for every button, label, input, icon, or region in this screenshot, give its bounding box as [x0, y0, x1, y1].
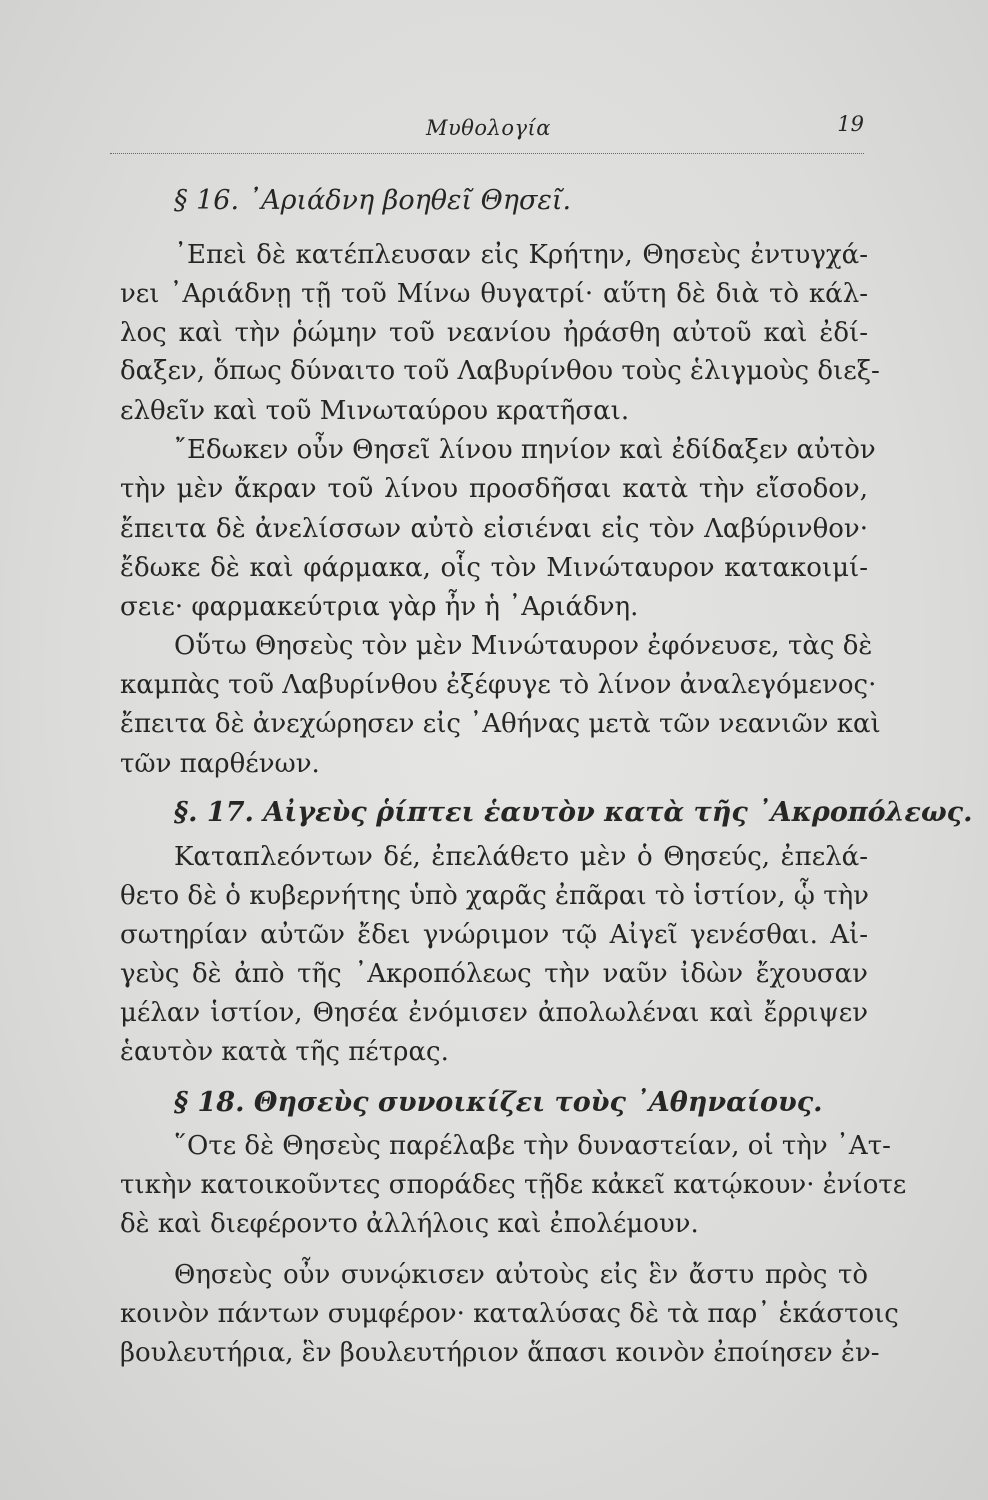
text-line: μέλαν ἱστίον, Θησέα ἐνόμισεν ἀπολωλέναι καὶ ἔρριψεν [120, 998, 868, 1028]
text-line: νει ᾿Αριάδνῃ τῇ τοῦ Μίνω θυγατρί· αὕτη δὲ διὰ τὸ κάλ- [120, 279, 868, 309]
text-line: γεὺς δὲ ἀπὸ τῆς ᾿Ακροπόλεως τὴν ναῦν ἰδὼν ἔχουσαν [120, 959, 868, 989]
text-line: τῶν παρθένων. [120, 749, 320, 779]
text-line: σειε· φαρμακεύτρια γὰρ ἦν ἡ ᾿Αριάδνη. [120, 592, 639, 622]
text-line: καμπὰς τοῦ Λαβυρίνθου ἐξέφυγε τὸ λίνον ἀναλεγόμενος· [120, 670, 877, 700]
text-line: κοινὸν πάντων συμφέρον· καταλύσας δὲ τὰ παρ᾿ ἑκάστοις [120, 1299, 899, 1329]
text-line: ἔπειτα δὲ ἀνεχώρησεν εἰς ᾿Αθήνας μετὰ τῶν νεανιῶν καὶ [120, 709, 881, 739]
text-line: τὴν μὲν ἄκραν τοῦ λίνου προσδῆσαι κατὰ τὴν εἴσοδον, [120, 474, 868, 504]
running-title: Μυθολογία [426, 116, 551, 140]
page-header [110, 112, 864, 150]
text-line: δαξεν, ὅπως δύναιτο τοῦ Λαβυρίνθου τοὺς ἑλιγμοὺς διεξ- [120, 356, 880, 386]
section-heading-18: § 18. Θησεὺς συνοικίζει τοὺς ᾿Αθηναίους. [174, 1087, 823, 1118]
text-line: Θησεὺς οὖν συνῴκισεν αὐτοὺς εἰς ἓν ἄστυ πρὸς τὸ [174, 1260, 868, 1290]
text-line: ἔπειτα δὲ ἀνελίσσων αὐτὸ εἰσιέναι εἰς τὸν Λαβύρινθον· [120, 514, 868, 544]
text-line: τικὴν κατοικοῦντες σποράδες τῇδε κἀκεῖ κατῴκουν· ἐνίοτε [120, 1170, 907, 1200]
text-line: βουλευτήρια, ἓν βουλευτήριον ἅπασι κοινὸν ἐποίησεν ἐν- [120, 1338, 880, 1368]
header-rule [110, 153, 864, 154]
text-line: ῞Οτε δὲ Θησεὺς παρέλαβε τὴν δυναστείαν, οἱ τὴν ᾿Ατ- [174, 1131, 891, 1161]
text-line: Οὕτω Θησεὺς τὸν μὲν Μινώταυρον ἐφόνευσε, τὰς δὲ [174, 631, 873, 661]
text-line: ῎Εδωκεν οὖν Θησεῖ λίνου πηνίον καὶ ἐδίδαξεν αὐτὸν [174, 435, 876, 465]
text-line: λος καὶ τὴν ῥώμην τοῦ νεανίου ἠράσθη αὐτοῦ καὶ ἐδί- [120, 318, 868, 348]
page-number: 19 [837, 112, 864, 136]
text-line: θετο δὲ ὁ κυβερνήτης ὑπὸ χαρᾶς ἐπᾶραι τὸ ἱστίον, ᾧ τὴν [120, 881, 869, 911]
text-line: Καταπλεόντων δέ, ἐπελάθετο μὲν ὁ Θησεύς, ἐπελά- [174, 842, 868, 872]
text-line: ελθεῖν καὶ τοῦ Μινωταύρου κρατῆσαι. [120, 396, 630, 426]
text-line: σωτηρίαν αὐτῶν ἔδει γνώριμον τῷ Αἰγεῖ γενέσθαι. Αἰ- [120, 920, 868, 950]
section-heading-16: § 16. ᾿Αριάδνη βοηθεῖ Θησεῖ. [174, 185, 572, 216]
text-line: δὲ καὶ διεφέροντο ἀλλήλοις καὶ ἐπολέμουν. [120, 1209, 699, 1239]
text-line: ἑαυτὸν κατὰ τῆς πέτρας. [120, 1037, 449, 1067]
text-line: ᾿Επεὶ δὲ κατέπλευσαν εἰς Κρήτην, Θησεὺς ἐντυγχά- [174, 240, 868, 270]
section-heading-17: §. 17. Αἰγεὺς ῥίπτει ἑαυτὸν κατὰ τῆς ᾿Ακροπόλεως. [174, 797, 973, 828]
text-line: ἔδωκε δὲ καὶ φάρμακα, οἷς τὸν Μινώταυρον κατακοιμί- [120, 553, 868, 583]
